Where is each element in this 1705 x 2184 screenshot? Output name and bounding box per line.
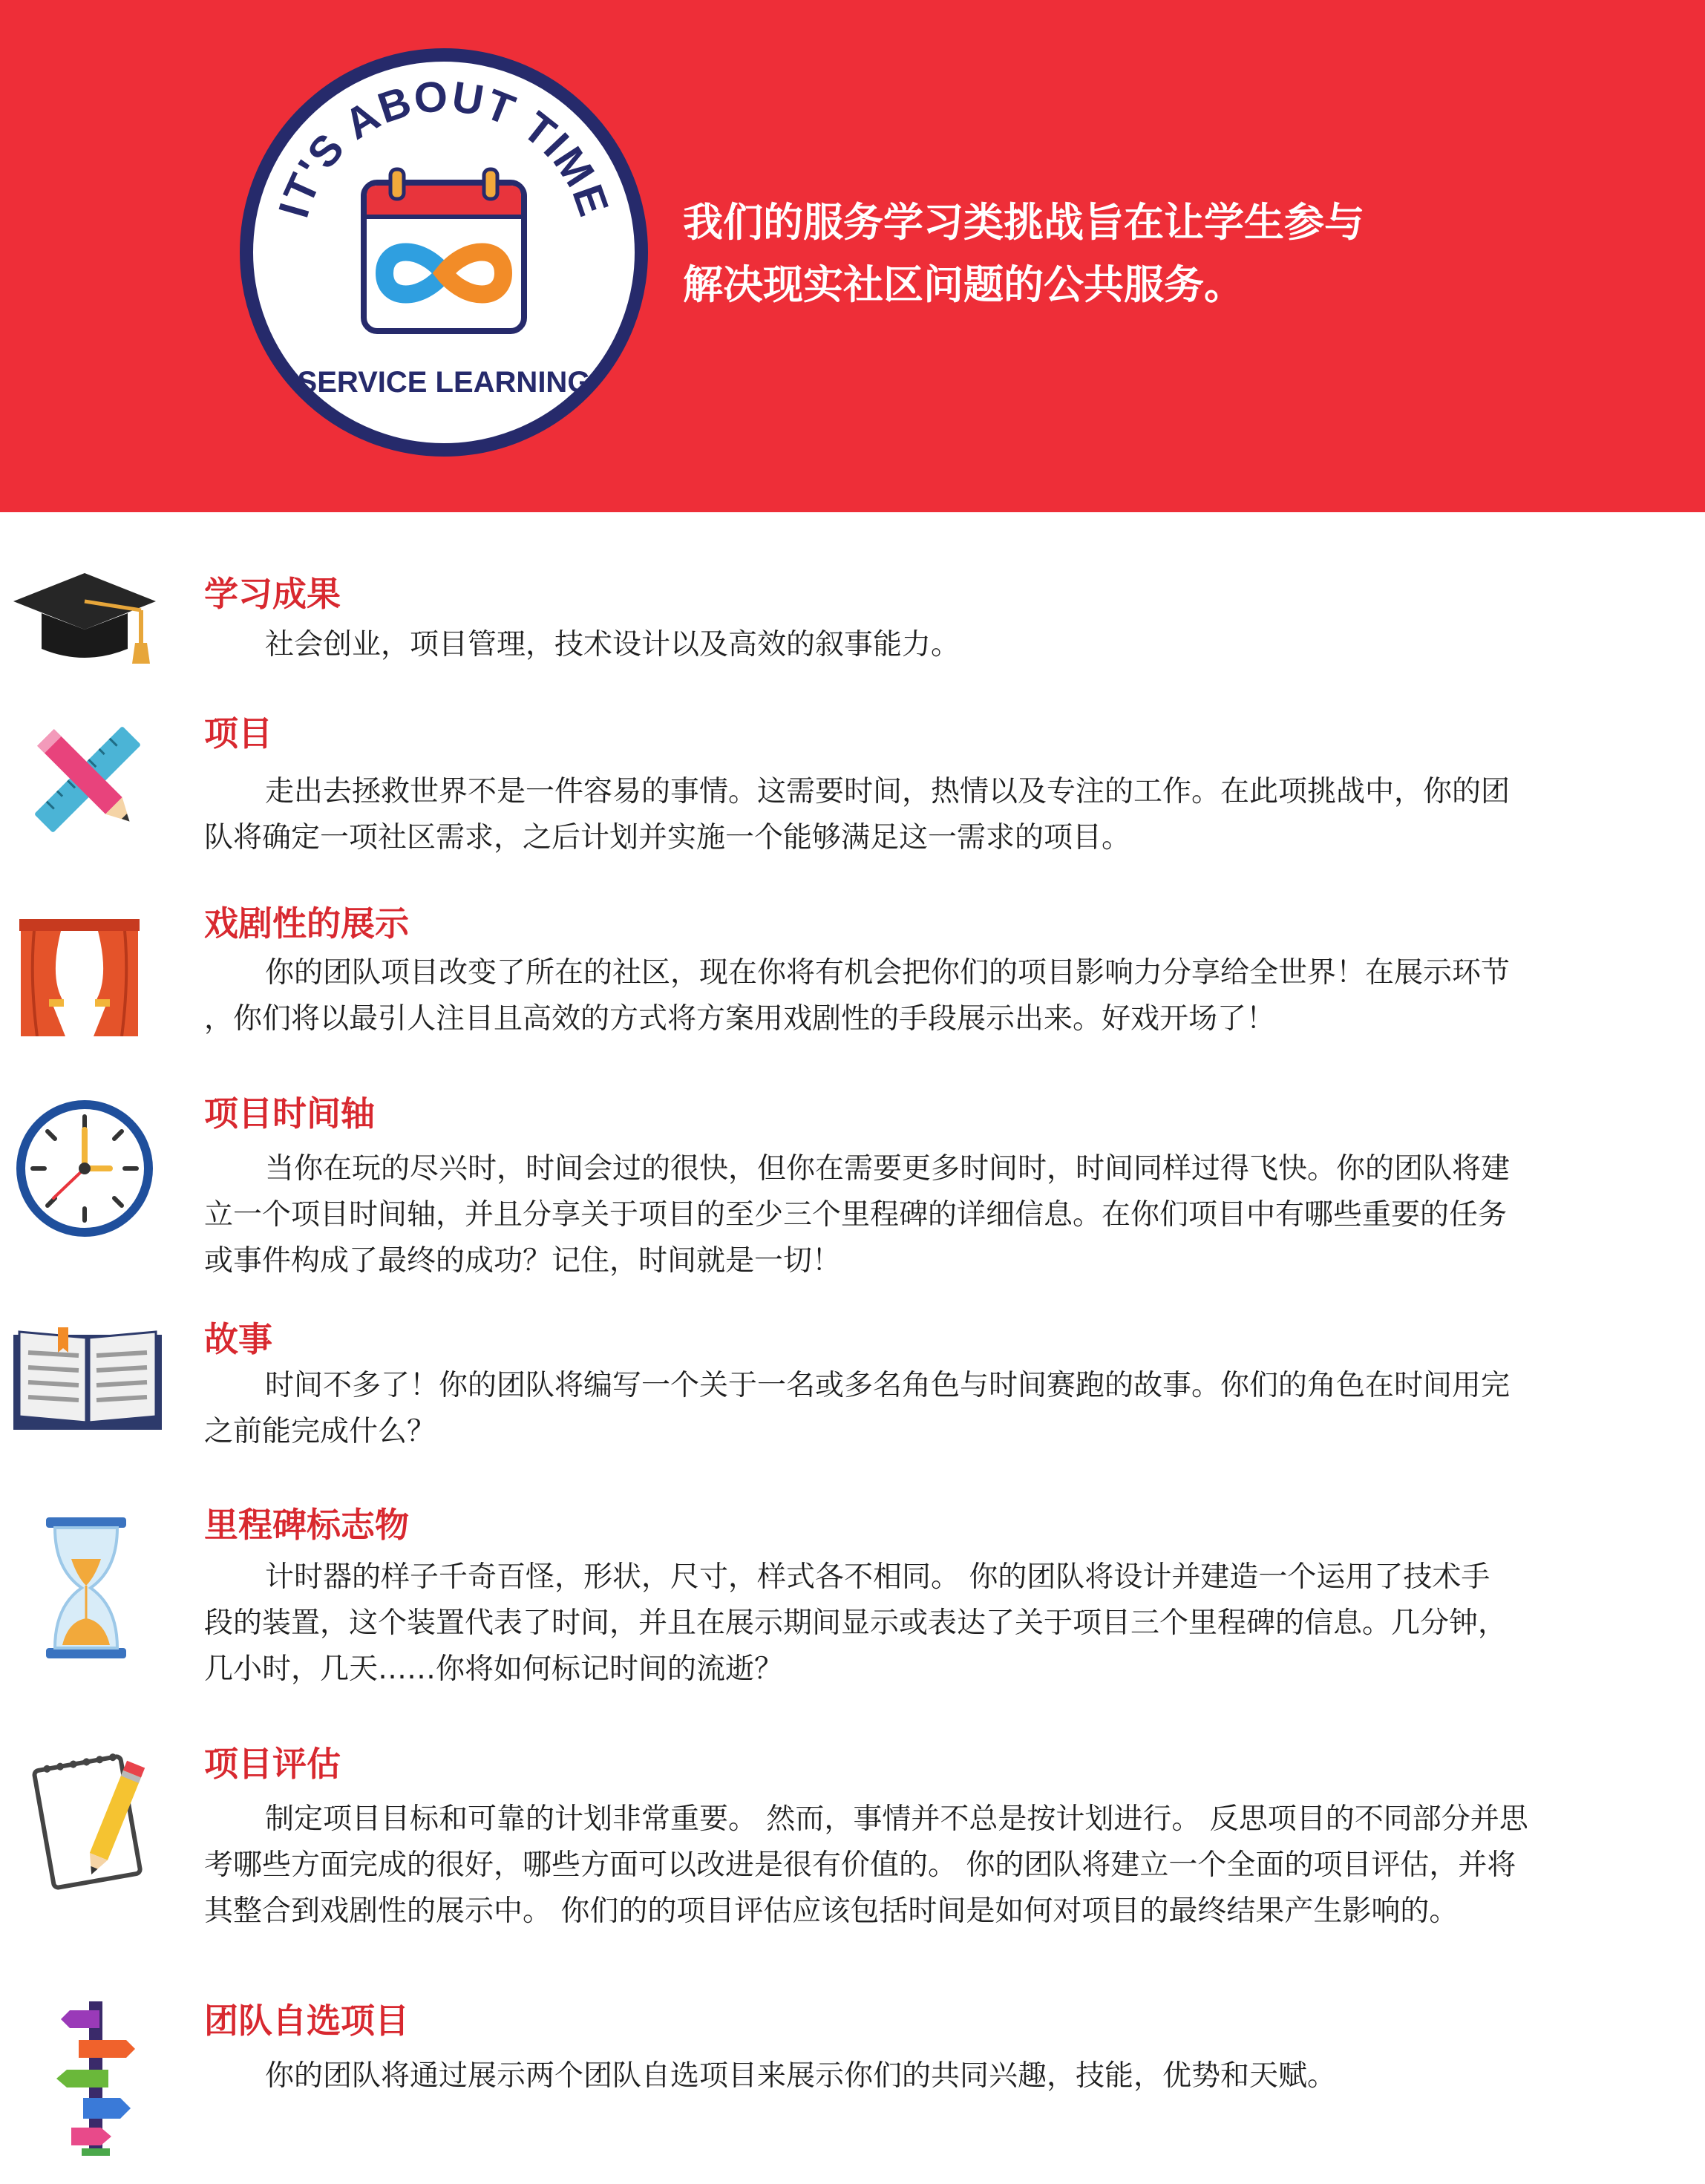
section-title: 戏剧性的展示	[204, 903, 409, 944]
section-title: 项目时间轴	[204, 1093, 375, 1134]
clock-icon	[16, 1100, 153, 1237]
section-text: 段的装置，这个装置代表了时间，并且在展示期间显示或表达了关于项目三个里程碑的信息。几分钟，	[204, 1606, 1508, 1640]
signpost-icon	[56, 2001, 135, 2157]
section-text: ，你们将以最引人注目且高效的方式将方案用戏剧性的手段展示出来。好戏开场了！	[204, 1002, 1276, 1036]
graduation-cap-icon	[10, 569, 159, 665]
section-title: 项目评估	[204, 1744, 341, 1784]
theater-curtain-icon	[19, 919, 140, 1036]
section-title: 项目	[204, 713, 272, 753]
section-text: 你的团队将通过展示两个团队自选项目来展示你们的共同兴趣，技能，优势和天赋。	[265, 2059, 1337, 2093]
section-text: 你的团队项目改变了所在的社区，现在你将有机会把你们的项目影响力分享给全世界！在展示环节	[265, 956, 1511, 990]
open-book-icon	[12, 1327, 163, 1431]
section-text: 社会创业，项目管理，技术设计以及高效的叙事能力。	[265, 628, 961, 661]
intro-line: 解决现实社区问题的公共服务。	[683, 261, 1244, 308]
section-text: 其整合到戏剧性的展示中。 你们的的项目评估应该包括时间是如何对项目的最终结果产生影响的。	[204, 1894, 1459, 1928]
notepad-pencil-icon	[30, 1749, 148, 1890]
section-title: 学习成果	[204, 574, 341, 614]
hero-banner	[0, 0, 1705, 512]
section-text: 几小时，几天……你将如何标记时间的流逝？	[204, 1652, 784, 1686]
section-text: 计时器的样子千奇百怪，形状，尺寸，样式各不相同。 你的团队将设计并建造一个运用了技术手	[265, 1560, 1490, 1594]
logo-arc-text: IT'S ABOUT TIME	[269, 71, 619, 223]
section-text: 走出去拯救世界不是一件容易的事情。这需要时间，热情以及专注的工作。在此项挑战中，你的团	[265, 775, 1511, 808]
calendar-infinity-icon	[364, 169, 524, 331]
section-text: 当你在玩的尽兴时，时间会过的很快，但你在需要更多时间时，时间同样过得飞快。你的团队将建	[265, 1152, 1511, 1186]
section-text: 立一个项目时间轴，并且分享关于项目的至少三个里程碑的详细信息。在你们项目中有哪些重要的任务	[204, 1198, 1508, 1232]
service-learning-logo	[236, 45, 652, 460]
section-title: 里程碑标志物	[204, 1505, 409, 1545]
pencil-ruler-icon	[28, 720, 147, 839]
logo-bottom-text: SERVICE LEARNING	[297, 366, 591, 399]
section-text: 之前能完成什么？	[204, 1415, 436, 1448]
section-title: 团队自选项目	[204, 2001, 409, 2041]
section-text: 队将确定一项社区需求，之后计划并实施一个能够满足这一需求的项目。	[204, 821, 1131, 854]
intro-line: 我们的服务学习类挑战旨在让学生参与	[683, 199, 1364, 246]
section-text: 或事件构成了最终的成功？记住，时间就是一切！	[204, 1244, 842, 1278]
section-title: 故事	[204, 1319, 272, 1359]
intro-text	[683, 192, 1648, 316]
section-text: 制定项目目标和可靠的计划非常重要。 然而，事情并不总是按计划进行。 反思项目的不同部分并思	[265, 1802, 1528, 1836]
section-text: 考哪些方面完成的很好，哪些方面可以改进是很有价值的。 你的团队将建立一个全面的项目评估，并将	[204, 1848, 1516, 1882]
hourglass-icon	[43, 1517, 129, 1658]
section-text: 时间不多了！你的团队将编写一个关于一名或多名角色与时间赛跑的故事。你们的角色在时间用完	[265, 1369, 1511, 1402]
